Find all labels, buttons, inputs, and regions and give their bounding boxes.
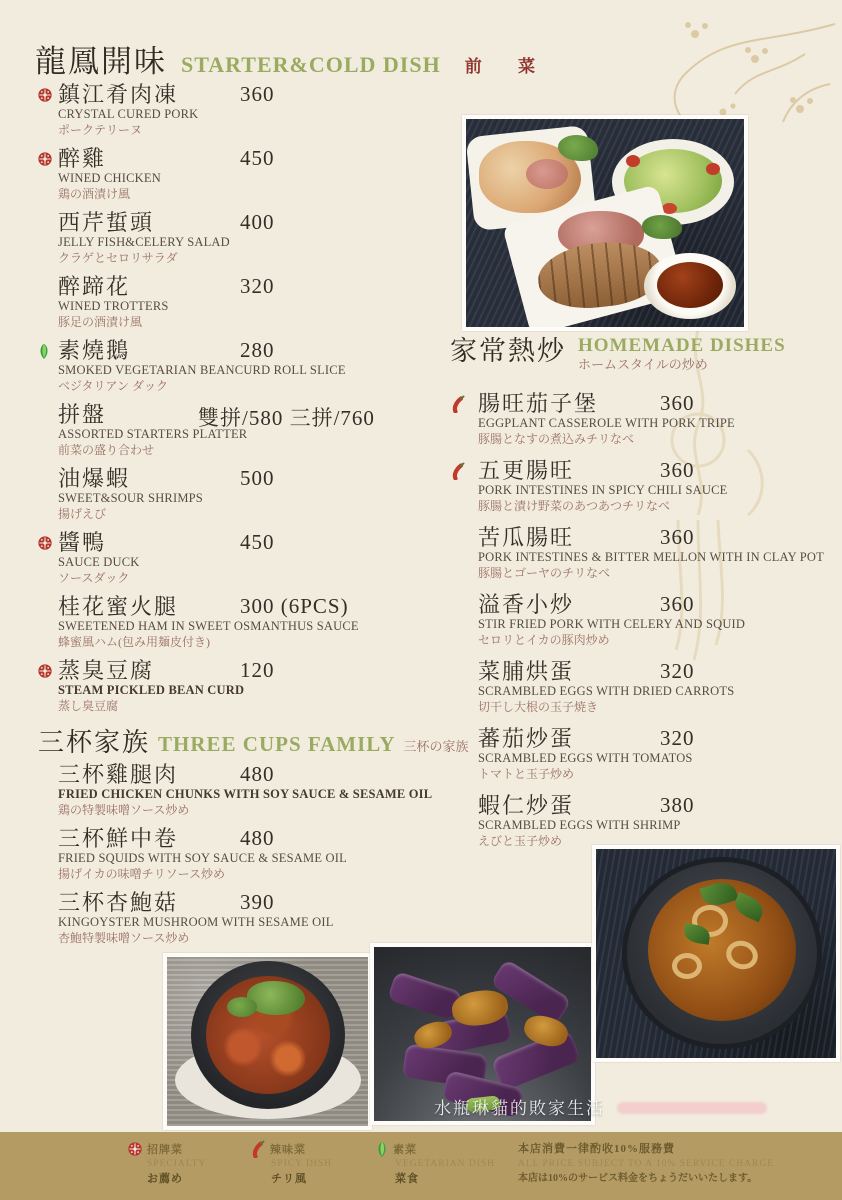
dish-name-en: PORK INTESTINES IN SPICY CHILI SAUCE: [478, 483, 728, 497]
dish-price: 450: [240, 530, 275, 554]
dish-price: 360: [660, 592, 695, 616]
dish-name-row: [478, 458, 842, 483]
dish-name-row: [58, 826, 458, 851]
dish-name-jp: クラゲとセロリサラダ: [58, 251, 178, 265]
section-title-en: THREE CUPS FAMILY: [158, 732, 396, 756]
dish-marker-icon-slot: [38, 598, 54, 616]
watermark-url-blur: [617, 1102, 767, 1114]
dish-name-jp: セロリとイカの豚肉炒め: [478, 633, 610, 647]
dish-marker-icon-slot: [452, 529, 468, 547]
legend-label-jp: お薦め: [147, 1173, 183, 1185]
legend-label-en: SPICY DISH: [271, 1159, 333, 1169]
section-title-extra: 三杯の家族: [403, 739, 469, 754]
note-en: ALL PRICE SUBJECT TO A 10% SERVICE CHARGE: [518, 1159, 775, 1169]
dish-name-row: [58, 594, 458, 619]
legend-label-zh: 辣味菜: [270, 1144, 306, 1156]
dish-marker-icon-slot: [38, 86, 54, 104]
dish-name-jp: 杏鮑特製味噌ソース炒め: [58, 931, 190, 945]
dish-name-jp: 豚腸とゴーヤのチリなべ: [478, 566, 611, 580]
dish-name-en: PORK INTESTINES & BITTER MELLON WITH IN CLAY POT: [478, 550, 824, 564]
dish-name-en: EGGPLANT CASSEROLE WITH PORK TRIPE: [478, 416, 735, 430]
watermark-text: 水瓶琳貓的敗家生活: [434, 1099, 605, 1118]
dish-name-zh: 三杯鮮中卷: [58, 826, 179, 851]
photo-detail: [227, 997, 257, 1017]
menu-item: [450, 659, 842, 719]
dish-name-zh: 蒸臭豆腐: [58, 658, 155, 683]
dish-name-row: [58, 530, 458, 555]
dish-name-zh: 蕃茄炒蛋: [478, 726, 575, 751]
specialty-badge-icon: [128, 1142, 142, 1156]
dish-name-row: [58, 890, 458, 915]
legend-label-en: SPECIALTY: [147, 1159, 207, 1169]
dish-price: 320: [660, 659, 695, 683]
dish-price: 360: [240, 82, 275, 106]
dish-price: 320: [660, 726, 695, 750]
dish-name-zh: 拼盤: [58, 402, 107, 427]
menu-item: [38, 210, 458, 266]
dish-name-en: SMOKED VEGETARIAN BEANCURD ROLL SLICE: [58, 363, 346, 377]
starter-item-list: [38, 82, 458, 714]
dish-marker-icon-slot: [452, 462, 468, 480]
dish-name-row: [478, 793, 842, 818]
dish-name-jp: ベジタリアン ダック: [58, 379, 169, 393]
dish-name-jp: ソースダック: [58, 571, 130, 585]
dish-name-zh: 西芹蜇頭: [58, 210, 155, 235]
dish-price: 400: [240, 210, 275, 234]
photo-detail: [526, 159, 568, 189]
dish-name-jp: 豚腸となすの煮込みチリなべ: [478, 432, 635, 446]
dish-name-jp: 蒸し臭豆腐: [58, 699, 119, 713]
dish-marker-icon-slot: [38, 470, 54, 488]
specialty-badge-icon: [38, 152, 52, 166]
dish-price: 300 (6PCS): [240, 594, 349, 618]
dish-name-jp: ポークテリーヌ: [58, 123, 143, 137]
dish-name-jp: 鶏の酒漬け風: [58, 187, 131, 201]
dish-marker-icon-slot: [38, 278, 54, 296]
menu-item: [38, 402, 458, 458]
photo-three-cup-chicken-pot: [163, 953, 372, 1130]
dish-name-en: WINED TROTTERS: [58, 299, 169, 313]
legend-label-jp: 菜食: [395, 1173, 419, 1185]
dish-name-jp: 切干し大根の玉子焼き: [478, 700, 599, 714]
menu-item: [38, 530, 458, 586]
section-title-sub: [578, 334, 786, 373]
legend-icon-slot: [376, 1140, 388, 1158]
dish-name-en: KINGOYSTER MUSHROOM WITH SESAME OIL: [58, 915, 334, 929]
dish-name-en: SAUCE DUCK: [58, 555, 140, 569]
dish-price: 360: [660, 391, 695, 415]
dish-name-row: [58, 210, 458, 235]
specialty-badge-icon: [38, 536, 52, 550]
menu-item: [38, 274, 458, 330]
legend-item: [376, 1141, 516, 1186]
menu-item: [38, 146, 458, 202]
dish-name-zh: 醉雞: [58, 146, 107, 171]
dish-name-jp: 鶏の特製味噌ソース炒め: [58, 803, 190, 817]
dish-name-en: SCRAMBLED EGGS WITH TOMATOS: [478, 751, 693, 765]
dish-name-jp: 蜂蜜風ハム(包み用麺皮付き): [58, 635, 210, 649]
footer-bar: [0, 1132, 842, 1200]
specialty-badge-icon: [38, 664, 52, 678]
section-header-homemade: [450, 334, 842, 378]
section-title-en: HOMEMADE DISHES: [578, 335, 786, 356]
section-title-zh: 龍鳳開味: [35, 44, 167, 79]
dish-price: 450: [240, 146, 275, 170]
menu-column-right: [450, 334, 842, 860]
photo-detail: [558, 135, 598, 161]
dish-price: 360: [660, 525, 695, 549]
dish-name-zh: 三杯雞腿肉: [58, 762, 179, 787]
menu-item: [450, 525, 842, 585]
dish-name-en: FRIED CHICKEN CHUNKS WITH SOY SAUCE & SESAME OIL: [58, 787, 433, 801]
dish-name-zh: 醬鴨: [58, 530, 107, 555]
photo-cold-dish-platter: [462, 115, 748, 331]
dish-marker-icon-slot: [452, 797, 468, 815]
dish-name-row: [58, 402, 458, 430]
dish-name-zh: 油爆蝦: [58, 466, 131, 491]
dish-price: 480: [240, 826, 275, 850]
dish-marker-icon-slot: [38, 894, 54, 912]
chili-pepper-icon: [452, 395, 465, 413]
note-zh: 本店消費一律酌收10%服務費: [518, 1143, 675, 1155]
dish-name-row: [478, 525, 842, 550]
dish-name-row: [58, 274, 458, 299]
dish-marker-icon-slot: [38, 214, 54, 232]
menu-item: [38, 658, 458, 714]
dish-name-row: [478, 592, 842, 617]
legend-icon-slot: [252, 1140, 265, 1158]
dish-marker-icon-slot: [38, 830, 54, 848]
menu-item: [38, 890, 458, 946]
dish-price: 320: [240, 274, 275, 298]
dish-marker-icon-slot: [38, 406, 54, 424]
chili-pepper-icon: [452, 462, 465, 480]
dish-name-en: JELLY FISH&CELERY SALAD: [58, 235, 230, 249]
dish-name-row: [58, 338, 458, 363]
service-charge-notes: [518, 1141, 774, 1187]
dish-price: 500: [240, 466, 275, 490]
menu-item: [38, 826, 458, 882]
photo-detail: [626, 155, 640, 167]
menu-item: [38, 82, 458, 138]
dish-name-en: SWEETENED HAM IN SWEET OSMANTHUS SAUCE: [58, 619, 359, 633]
dish-price: 380: [660, 793, 695, 817]
legend-icon-slot: [128, 1140, 142, 1158]
section-title-zh: 三杯家族: [38, 728, 151, 757]
photo-detail: [672, 953, 702, 979]
dish-name-en: SCRAMBLED EGGS WITH DRIED CARROTS: [478, 684, 735, 698]
menu-item: [450, 592, 842, 652]
dish-price: 120: [240, 658, 275, 682]
dish-name-en: CRYSTAL CURED PORK: [58, 107, 199, 121]
dish-name-jp: 豚足の酒漬け風: [58, 315, 143, 329]
photo-detail: [657, 262, 723, 308]
dish-marker-icon-slot: [38, 662, 54, 680]
dish-name-jp: 豚腸と漬け野菜のあつあつチリなべ: [478, 499, 671, 513]
dish-name-row: [58, 466, 458, 491]
dish-name-zh: 醉蹄花: [58, 274, 131, 299]
dish-name-zh: 溢香小炒: [478, 592, 575, 617]
dish-marker-icon-slot: [38, 342, 54, 360]
menu-item: [38, 762, 458, 818]
dish-name-row: [58, 82, 458, 107]
legend-label-row: [376, 1141, 516, 1157]
dish-name-row: [478, 659, 842, 684]
section-header-three-cups: [38, 722, 469, 757]
dish-price: 390: [240, 890, 275, 914]
dish-name-zh: 鎮江肴肉凍: [58, 82, 179, 107]
dish-name-en: ASSORTED STARTERS PLATTER: [58, 427, 248, 441]
dish-marker-icon-slot: [38, 766, 54, 784]
legend-item: [128, 1141, 268, 1186]
section-title-zh: 家常熱炒: [450, 336, 566, 366]
dish-name-jp: 前菜の盛り合わせ: [58, 443, 155, 457]
three-cups-item-list: [38, 762, 458, 946]
dish-name-zh: 桂花蜜火腿: [58, 594, 179, 619]
dish-name-zh: 腸旺茄子堡: [478, 391, 599, 416]
menu-column-left: [38, 82, 469, 954]
legend-label-row: [252, 1141, 392, 1157]
dish-name-jp: 揚げえび: [58, 507, 107, 521]
dish-marker-icon-slot: [452, 395, 468, 413]
dish-name-row: [478, 726, 842, 751]
legend-label-row: [128, 1141, 268, 1157]
leaf-icon: [38, 343, 50, 360]
dish-price: 280: [240, 338, 275, 362]
dish-name-en: SCRAMBLED EGGS WITH SHRIMP: [478, 818, 681, 832]
photo-detail: [642, 215, 682, 239]
menu-item: [38, 466, 458, 522]
dish-price: 雙拼/580 三拼/760: [198, 406, 375, 430]
dish-price: 360: [660, 458, 695, 482]
dish-name-jp: えびと玉子炒め: [478, 834, 563, 848]
leaf-icon: [376, 1141, 388, 1158]
dish-name-jp: トマトと玉子炒め: [478, 767, 575, 781]
homemade-item-list: [450, 391, 842, 853]
dish-name-en: WINED CHICKEN: [58, 171, 161, 185]
menu-item: [450, 458, 842, 518]
dish-name-en: STEAM PICKLED BEAN CURD: [58, 683, 245, 697]
menu-item: [38, 594, 458, 650]
dish-name-row: [478, 391, 842, 416]
dish-marker-icon-slot: [38, 150, 54, 168]
section-header-starter: [35, 36, 551, 81]
legend-label-zh: 素菜: [393, 1144, 417, 1156]
chili-pepper-icon: [252, 1140, 265, 1158]
note-jp: 本店は10%のサービス料金をちょうだいいたします。: [518, 1173, 758, 1184]
dish-name-zh: 菜脯烘蛋: [478, 659, 575, 684]
dish-marker-icon-slot: [452, 596, 468, 614]
legend-label-zh: 招牌菜: [147, 1144, 183, 1156]
menu-item: [450, 726, 842, 786]
dish-marker-icon-slot: [452, 663, 468, 681]
dish-marker-icon-slot: [38, 534, 54, 552]
section-title-extra: ホームスタイルの炒め: [578, 357, 708, 372]
dish-name-zh: 三杯杏鮑菇: [58, 890, 179, 915]
dish-name-row: [58, 658, 458, 683]
legend-item: [252, 1141, 392, 1186]
legend-label-en: VEGETARIAN DISH: [395, 1159, 495, 1169]
watermark: [434, 1094, 767, 1119]
menu-item: [450, 391, 842, 451]
photo-three-cup-squid-pot: [592, 845, 840, 1062]
dish-marker-icon-slot: [452, 730, 468, 748]
dish-name-zh: 五更腸旺: [478, 458, 575, 483]
dish-name-jp: 揚げイカの味噌チリソース炒め: [58, 867, 226, 881]
dish-name-en: FRIED SQUIDS WITH SOY SAUCE & SESAME OIL: [58, 851, 347, 865]
section-title-extra: 前 菜: [464, 57, 551, 76]
dish-name-zh: 素燒鵝: [58, 338, 131, 363]
dish-name-zh: 苦瓜腸旺: [478, 525, 575, 550]
photo-detail: [706, 163, 720, 175]
legend-label-jp: チリ風: [271, 1173, 307, 1185]
specialty-badge-icon: [38, 88, 52, 102]
dish-name-en: STIR FRIED PORK WITH CELERY AND SQUID: [478, 617, 746, 631]
dish-name-zh: 蝦仁炒蛋: [478, 793, 575, 818]
section-title-en: STARTER&COLD DISH: [181, 52, 441, 77]
dish-name-row: [58, 146, 458, 171]
menu-item: [450, 793, 842, 853]
dish-name-en: SWEET&SOUR SHRIMPS: [58, 491, 203, 505]
dish-name-row: [58, 762, 458, 787]
menu-item: [38, 338, 458, 394]
dish-price: 480: [240, 762, 275, 786]
